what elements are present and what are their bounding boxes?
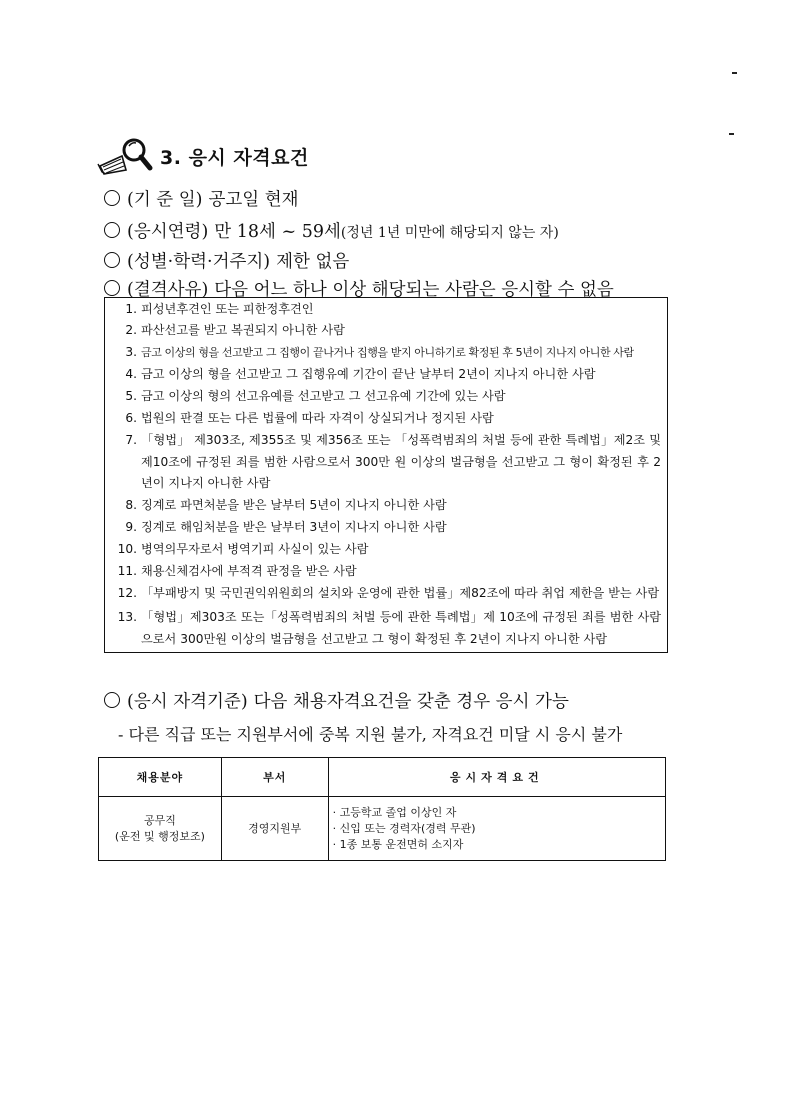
section-number: 3. — [160, 146, 182, 169]
scan-speck — [729, 133, 734, 135]
section-title-text: 응시 자격요건 — [188, 146, 309, 169]
list-item — [115, 583, 663, 605]
table-cell-field — [99, 797, 222, 861]
list-item — [115, 342, 663, 364]
item-text: 징계로 파면처분을 받은 날부터 5년이 지나지 아니한 사람 — [141, 498, 447, 512]
item-number: 2. — [125, 323, 137, 337]
table-cell-dept: 경영지원부 — [221, 797, 328, 861]
item-number: 8. — [125, 498, 137, 512]
item-text: 「부패방지 및 국민권익위원회의 설치와 운영에 관한 법률」제82조에 따라 취업 제한을 받는 사람 — [141, 586, 660, 600]
disqualification-box — [104, 297, 668, 653]
item-number: 10. — [117, 542, 137, 556]
bullet-label: (응시연령) — [127, 222, 209, 242]
item-text: 「형법」제303조 또는「성폭력범죄의 처벌 등에 관한 특례법」제 10조에 규정된 죄를 범한 사람으로서 300만원 이상의 벌금형을 선고받고 그 형이 확정된 후 2년이 지나지 아니한 사람 — [141, 610, 661, 646]
item-number: 7. — [125, 433, 137, 447]
bullet-label: (기 준 일) — [127, 190, 203, 210]
item-number: 9. — [125, 520, 137, 534]
field-line: 공무직 — [143, 813, 176, 827]
item-text: 법원의 판결 또는 다른 법률에 따라 자격이 상실되거나 정지된 사람 — [141, 411, 494, 425]
circle-bullet-icon — [104, 190, 120, 206]
bullet-text: 제한 없음 — [276, 252, 350, 272]
bullet-label: (성별·학력·거주지) — [127, 252, 271, 272]
bullet-text: 만 18세 ~ 59세 — [214, 222, 341, 242]
circle-bullet-icon — [104, 252, 120, 268]
list-item — [115, 517, 663, 539]
column-header: 채용분야 — [99, 758, 222, 797]
item-text: 금고 이상의 형을 선고받고 그 집행유예 기간이 끝난 날부터 2년이 지나지 아니한 사람 — [141, 367, 596, 381]
list-item — [115, 561, 663, 583]
item-number: 1. — [125, 302, 137, 316]
requirements-table — [98, 757, 666, 861]
column-header: 응시자격요건 — [328, 758, 665, 797]
item-number: 4. — [125, 367, 137, 381]
bullet-text: 다음 어느 하나 이상 해당되는 사람은 응시할 수 없음 — [214, 280, 614, 300]
circle-bullet-icon — [104, 222, 120, 238]
field-line: (운전 및 행정보조) — [114, 829, 205, 843]
list-item — [115, 495, 663, 517]
requirement-line: · 1종 보통 운전면허 소지자 — [332, 837, 464, 851]
list-item — [115, 364, 663, 386]
requirement-line: · 고등학교 졸업 이상인 자 — [332, 805, 457, 819]
item-text: 피성년후견인 또는 피한정후견인 — [141, 302, 314, 316]
item-number: 6. — [125, 411, 137, 425]
item-number: 11. — [117, 564, 137, 578]
magnifier-book-icon — [96, 136, 156, 176]
table-row — [99, 797, 666, 861]
list-item — [115, 386, 663, 408]
column-header: 부서 — [221, 758, 328, 797]
item-number: 3. — [125, 345, 137, 359]
bullet-label: (결격사유) — [127, 280, 209, 300]
list-item — [115, 320, 663, 342]
bullet-gender — [104, 248, 349, 273]
requirement-line: · 신입 또는 경력자(경력 무관) — [332, 821, 476, 835]
item-number: 5. — [125, 389, 137, 403]
item-number: 12. — [117, 586, 137, 600]
item-text: 금고 이상의 형의 선고유예를 선고받고 그 선고유예 기간에 있는 사람 — [141, 389, 506, 403]
criteria-note: - 다른 직급 또는 지원부서에 중복 지원 불가, 자격요건 미달 시 응시 불가 — [118, 725, 623, 744]
list-item — [115, 430, 663, 495]
section-title — [96, 136, 309, 176]
list-item — [115, 408, 663, 430]
bullet-base-date — [104, 186, 299, 211]
table-cell-requirements — [328, 797, 665, 861]
table-header-row — [99, 758, 666, 797]
scan-speck — [732, 72, 737, 74]
item-text: 파산선고를 받고 복권되지 아니한 사람 — [141, 323, 345, 337]
bullet-label: (응시 자격기준) — [127, 692, 248, 712]
list-item — [115, 607, 663, 650]
list-item — [115, 299, 663, 321]
item-text: 금고 이상의 형을 선고받고 그 집행이 끝나거나 집행을 받지 아니하기로 확정된 후 5년이 지나지 아니한 사람 — [141, 346, 634, 359]
list-item — [115, 539, 663, 561]
item-text: 병역의무자로서 병역기피 사실이 있는 사람 — [141, 542, 369, 556]
bullet-note: (정년 1년 미만에 해당되지 않는 자) — [340, 225, 559, 241]
circle-bullet-icon — [104, 692, 120, 708]
item-text: 채용신체검사에 부적격 판정을 받은 사람 — [141, 564, 357, 578]
item-text: 징계로 해임처분을 받은 날부터 3년이 지나지 아니한 사람 — [141, 520, 447, 534]
bullet-text: 공고일 현재 — [208, 190, 299, 210]
bullet-text: 다음 채용자격요건을 갖춘 경우 응시 가능 — [253, 692, 569, 712]
bullet-criteria — [104, 688, 569, 713]
item-number: 13. — [117, 610, 137, 624]
circle-bullet-icon — [104, 280, 120, 296]
item-text: 「형법」 제303조, 제355조 및 제356조 또는 「성폭력범죄의 처벌 등에 관한 특례법」제2조 및 제10조에 규정된 죄를 범한 사람으로서 300만 원 이상의 벌금형을 선고받고 그 형이 확정된 후 2년이 지나지 아니한 사람 — [141, 433, 661, 490]
bullet-age — [104, 218, 559, 243]
